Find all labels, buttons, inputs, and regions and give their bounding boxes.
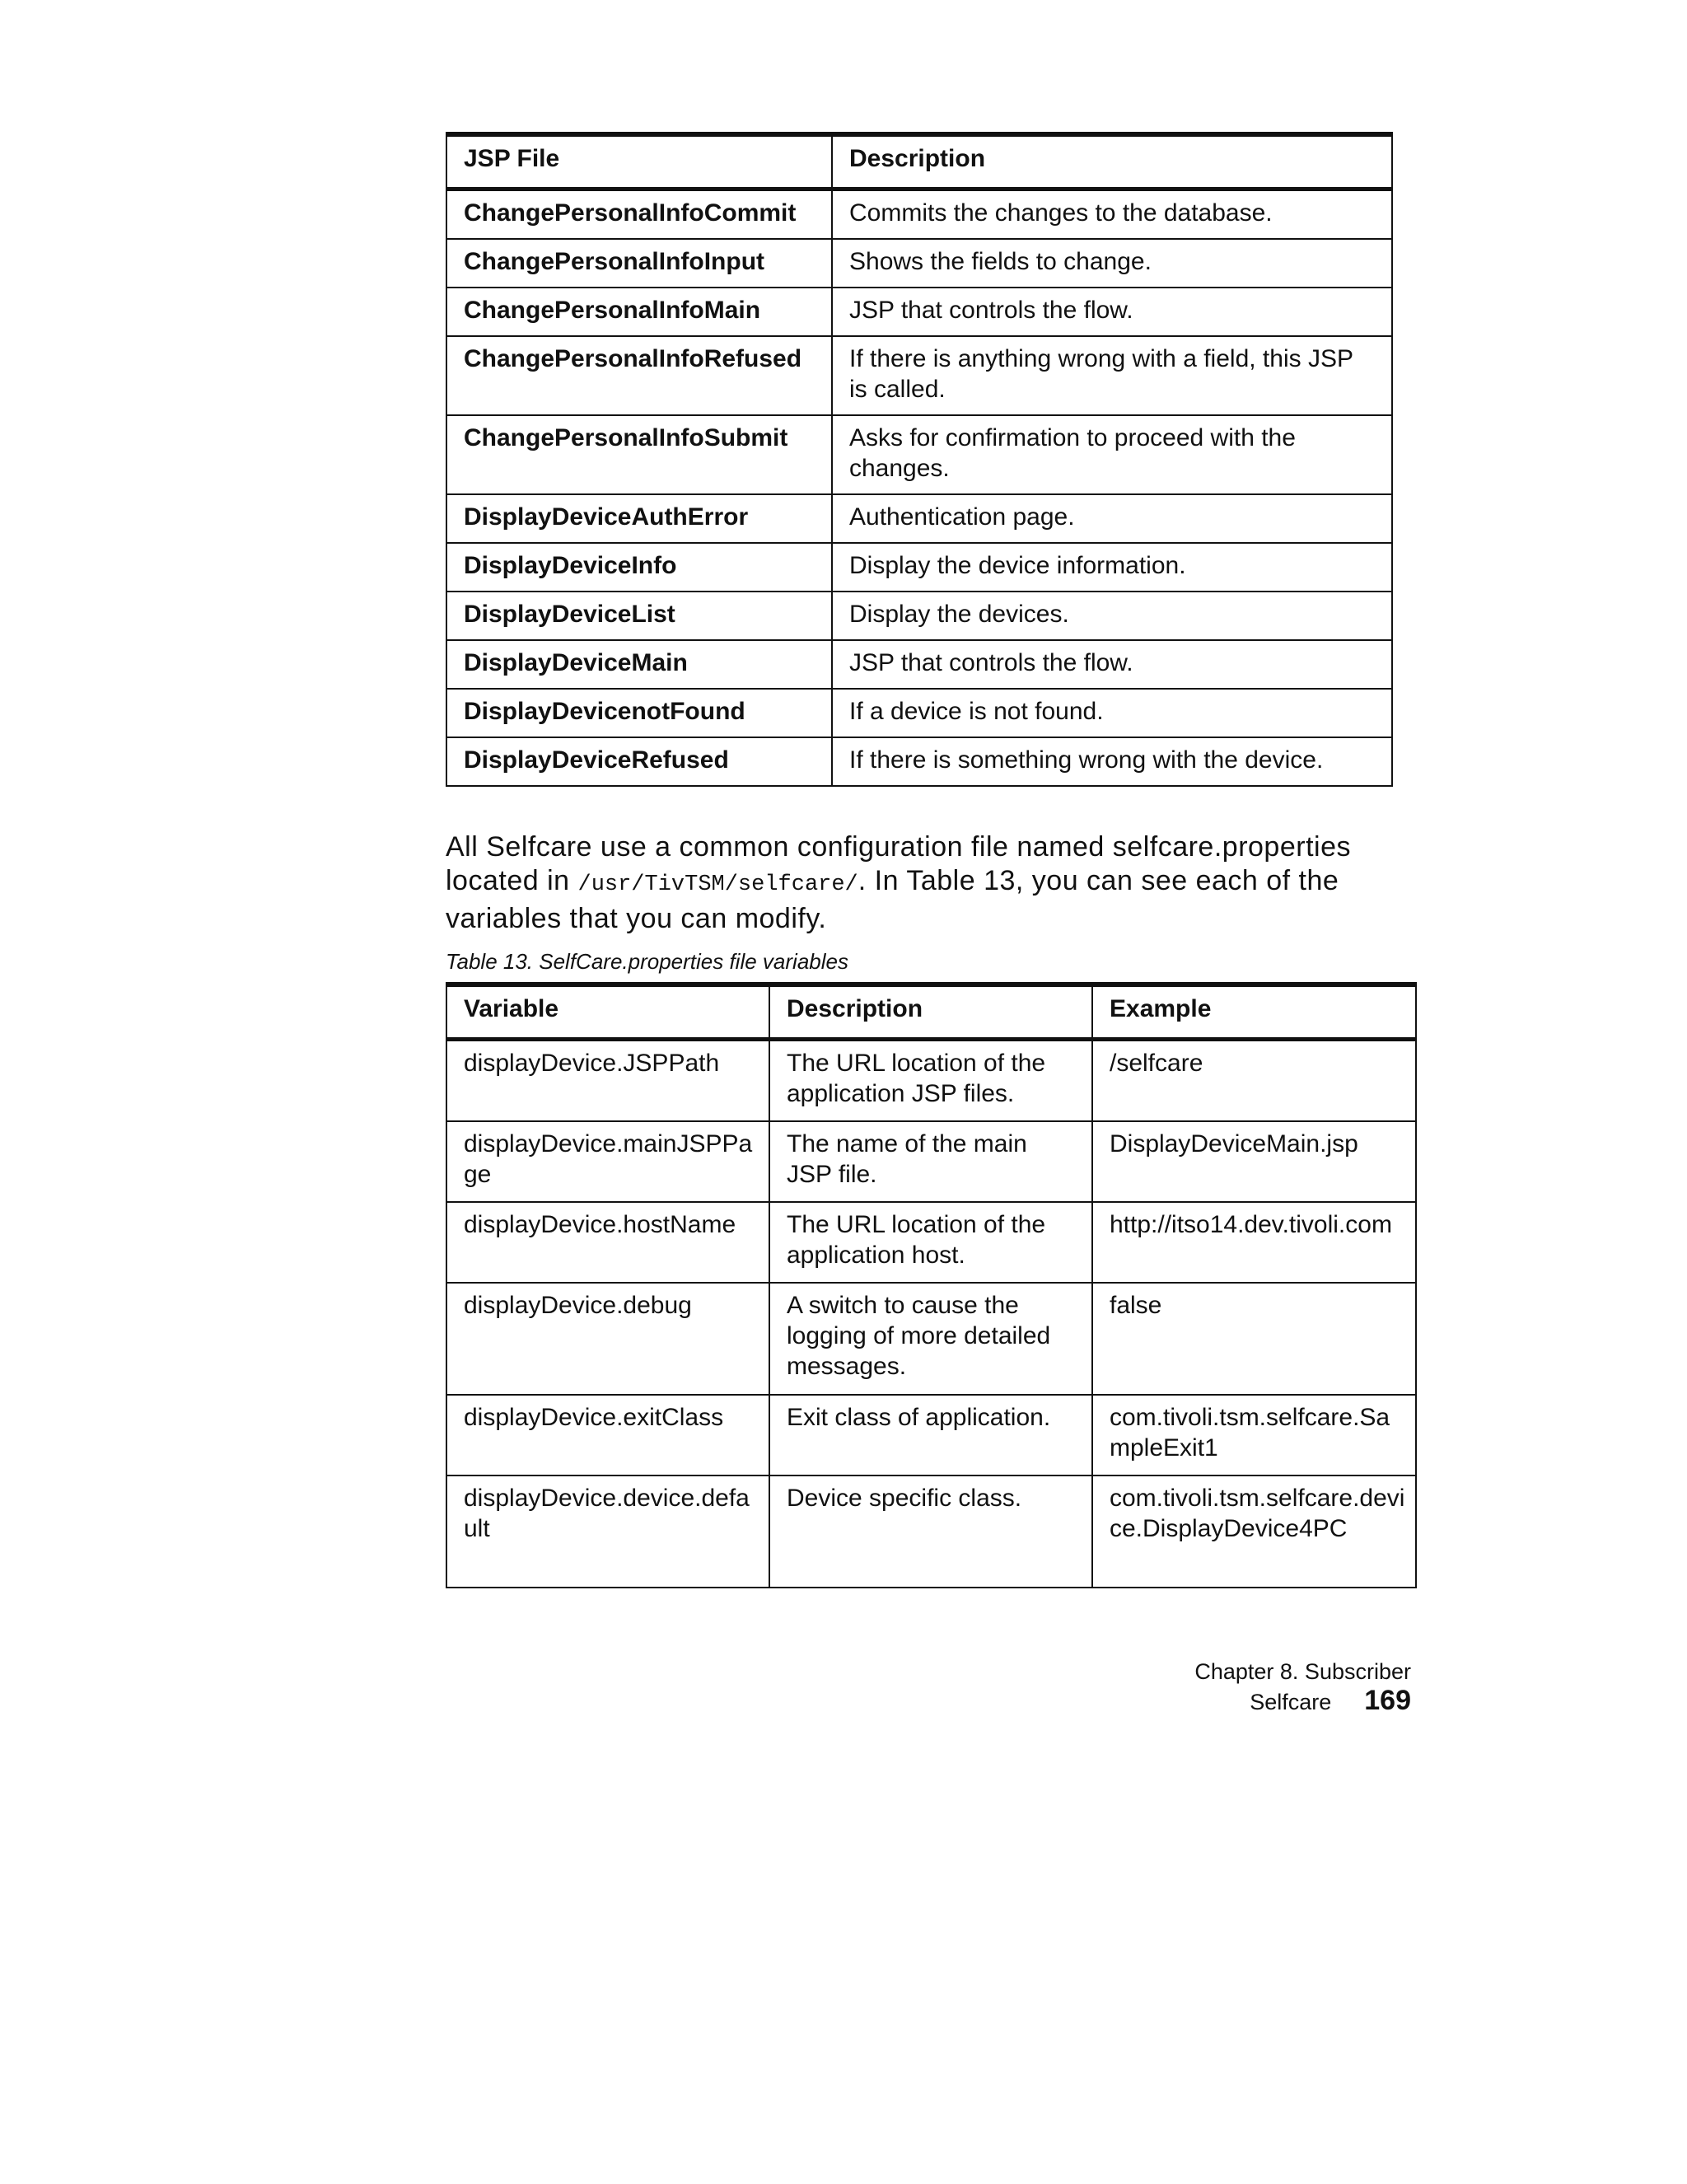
jsp-file-name: DisplayDeviceMain [446,640,832,689]
jsp-file-name: DisplayDeviceAuthError [446,494,832,543]
variable-name: displayDevice.mainJSPPa ge [446,1121,769,1202]
table-row [446,239,1392,288]
variable-description: The URL location of the application host. [769,1202,1092,1283]
table-row [446,1283,1416,1395]
table-row [446,543,1392,592]
jsp-file-description: If there is something wrong with the device. [832,737,1392,786]
table-row [446,494,1392,543]
column-header-variable: Variable [446,984,769,1040]
jsp-file-name: DisplayDeviceInfo [446,543,832,592]
table-row [446,1395,1416,1475]
column-header-jsp-file: JSP File [446,134,832,189]
page-number: 169 [1364,1685,1411,1716]
variable-example: com.tivoli.tsm.selfcare.Sa mpleExit1 [1092,1395,1416,1475]
table-caption: Table 13. SelfCare.properties file variables [446,949,848,974]
table-row [446,1121,1416,1202]
config-path: /usr/TivTSM/selfcare/ [577,872,858,897]
jsp-file-name: ChangePersonalInfoSubmit [446,415,832,494]
table-row [446,336,1392,415]
variable-description: The name of the main JSP file. [769,1121,1092,1202]
variable-name: displayDevice.JSPPath [446,1040,769,1122]
properties-variables-table [446,982,1417,1588]
table-row [446,737,1392,786]
variable-example: false [1092,1283,1416,1395]
variable-name: displayDevice.debug [446,1283,769,1395]
jsp-file-name: DisplayDeviceList [446,592,832,640]
page-footer [1030,1659,1411,1717]
jsp-file-name: DisplayDevicenotFound [446,689,832,737]
jsp-file-description: JSP that controls the flow. [832,288,1392,336]
variable-example: /selfcare [1092,1040,1416,1122]
column-header-description: Description [832,134,1392,189]
table-header-row [446,984,1416,1040]
variable-name: displayDevice.hostName [446,1202,769,1283]
table-row [446,640,1392,689]
table-row [446,689,1392,737]
jsp-file-description: JSP that controls the flow. [832,640,1392,689]
jsp-file-description: Display the devices. [832,592,1392,640]
jsp-file-name: DisplayDeviceRefused [446,737,832,786]
table-row [446,288,1392,336]
jsp-file-description: Shows the fields to change. [832,239,1392,288]
jsp-file-description: Display the device information. [832,543,1392,592]
variable-description: Exit class of application. [769,1395,1092,1475]
column-header-example: Example [1092,984,1416,1040]
variable-description: A switch to cause the logging of more detailed messages. [769,1283,1092,1395]
variable-example: com.tivoli.tsm.selfcare.devi ce.DisplayDevice4PC [1092,1475,1416,1588]
jsp-file-description: Commits the changes to the database. [832,189,1392,240]
table-row [446,592,1392,640]
jsp-file-table [446,132,1393,787]
variable-example: http://itso14.dev.tivoli.com [1092,1202,1416,1283]
jsp-file-description: If there is anything wrong with a field, this JSP is called. [832,336,1392,415]
intro-paragraph [446,830,1401,936]
table-header-row [446,134,1392,189]
variable-example: DisplayDeviceMain.jsp [1092,1121,1416,1202]
table-row [446,1475,1416,1588]
intro-text-start: All Selfcare use a common configuration file named selfcare.properties located in [446,831,1351,896]
table-row [446,1040,1416,1122]
jsp-file-name: ChangePersonalInfoCommit [446,189,832,240]
variable-name: displayDevice.exitClass [446,1395,769,1475]
table-row [446,1202,1416,1283]
variable-name: displayDevice.device.defa ult [446,1475,769,1588]
intro-text-end: . In Table 13, you can see each of the variables that you can modify. [446,865,1339,934]
jsp-file-description: Authentication page. [832,494,1392,543]
jsp-file-name: ChangePersonalInfoInput [446,239,832,288]
jsp-file-name: ChangePersonalInfoRefused [446,336,832,415]
chapter-title: Chapter 8. Subscriber Selfcare [1194,1659,1411,1714]
jsp-file-name: ChangePersonalInfoMain [446,288,832,336]
jsp-file-description: Asks for confirmation to proceed with the changes. [832,415,1392,494]
column-header-description: Description [769,984,1092,1040]
variable-description: Device specific class. [769,1475,1092,1588]
table-row [446,189,1392,240]
jsp-file-description: If a device is not found. [832,689,1392,737]
table-row [446,415,1392,494]
variable-description: The URL location of the application JSP files. [769,1040,1092,1122]
